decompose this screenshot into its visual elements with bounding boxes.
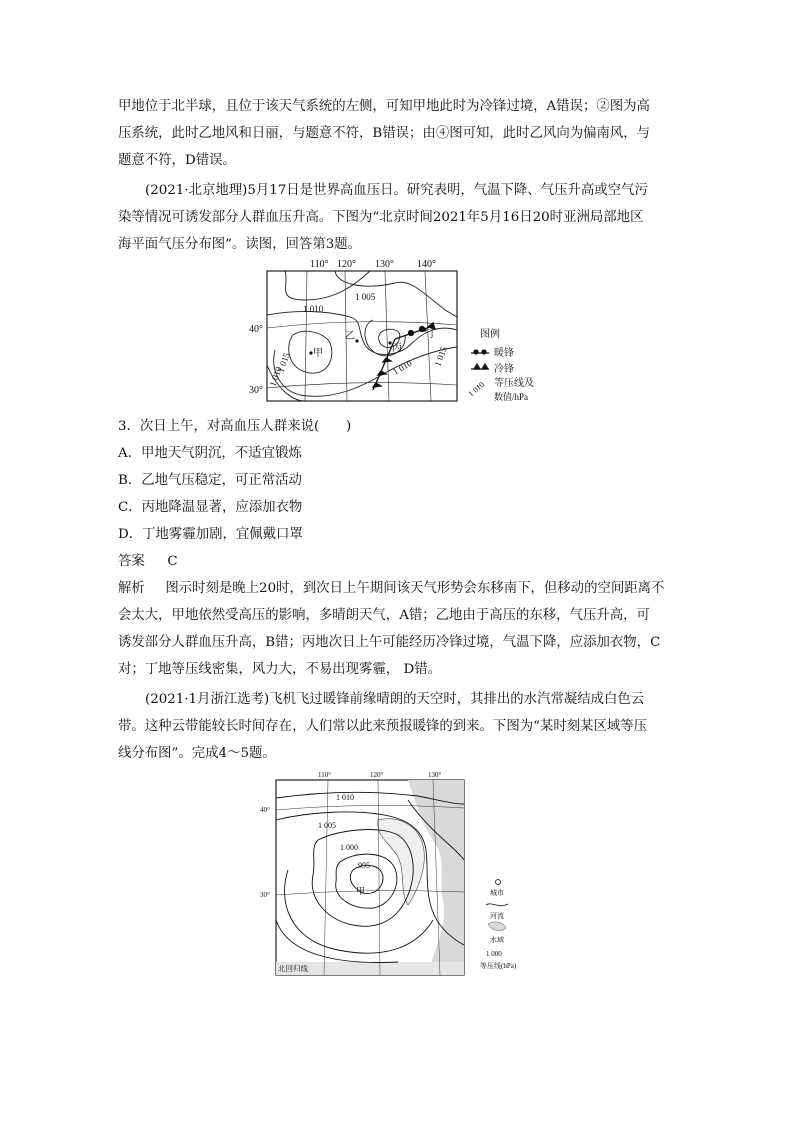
place-label: 丙 [392, 343, 402, 354]
text-line: (2021·北京地理)5月17日是世界高血压日。研究表明，气温下降、气压升高或空气污 [145, 183, 648, 198]
legend-isobar-sample: 1 010 [466, 380, 487, 399]
text-line: 甲地位于北半球，且位于该天气系统的左侧，可知甲地此时为冷锋过境，A错误；②图为高 [118, 99, 650, 114]
lon-label: 110° [318, 771, 332, 779]
text-line: 带。这种云带能较长时间存在，人们常以此来预报暖锋的到来。下图为“某时刻某区域等压 [118, 719, 648, 734]
lat-label: 40° [260, 806, 270, 814]
pressure-map-1 [245, 255, 535, 410]
analysis-text: 对；丁地等压线密集，风力大，不易出现雾霾， D错。 [118, 662, 441, 677]
place-label: 甲 [356, 886, 366, 896]
legend-title: 图例 [480, 329, 500, 340]
text-line: (2021·1月浙江选考)飞机飞过暖锋前缘晴朗的天空时，其排出的水汽常凝结成白色云 [145, 692, 645, 707]
lon-label: 140° [417, 259, 436, 270]
text-line: 染等情况可诱发部分人群血压升高。下图为“北京时间2021年5月16日20时亚洲局部地区 [118, 210, 644, 225]
text-line: 题意不符，D错误。 [118, 153, 236, 168]
text-line: 海平面气压分布图”。读图，回答第3题。 [118, 237, 362, 252]
legend-isobar: 等压线及 [494, 378, 534, 389]
isobar-label: 1 005 [355, 292, 376, 302]
isobar-label: 1 005 [318, 821, 336, 830]
place-label: 乙 [345, 331, 355, 342]
isobar-label: 1 015 [432, 345, 449, 368]
analysis-line [118, 575, 678, 602]
analysis-text: 图示时刻是晚上20时，到次日上午期间该天气形势会东移南下，但移动的空间距离不 [165, 581, 665, 596]
answer-line [118, 548, 678, 575]
isobar-label: 995 [358, 861, 370, 870]
option-d: D．丁地雾霾加剧，宜佩戴口罩 [118, 527, 303, 542]
text-line: 压系统，此时乙地风和日丽，与题意不符，B错误；由④图可知，此时乙风向为偏南风，与 [118, 126, 651, 141]
legend-isobar-sample: 1 000 [486, 950, 502, 958]
lon-label: 130° [428, 771, 442, 779]
legend-cold-front: 冷锋 [494, 364, 514, 375]
lon-label: 120° [370, 771, 384, 779]
analysis-label: 解析 [118, 581, 145, 596]
lat-label: 30° [260, 891, 270, 899]
text-line: 线分布图”。完成4～5题。 [118, 746, 276, 761]
isobar-label: 1 010 [267, 365, 284, 388]
question-stem: 3．次日上午，对高血压人群来说( ) [118, 419, 352, 434]
pressure-map-2 [258, 770, 528, 980]
lon-label: 120° [337, 259, 356, 270]
lon-label: 130° [375, 259, 394, 270]
lon-label: 110° [310, 259, 329, 270]
isobar-label: 1 000 [340, 843, 358, 852]
isobar-label: 1 010 [303, 304, 324, 314]
isobar-label: 1 015 [275, 351, 292, 374]
analysis-text: 会太大，甲地依然受高压的影响，多晴朗天气，A错；乙地由于高压的东移，气压升高，可 [118, 608, 650, 623]
place-label: 甲 [313, 348, 323, 359]
lat-label: 40° [249, 324, 263, 335]
lat-label: 30° [249, 385, 263, 396]
legend-city: 城市 [490, 889, 504, 897]
isobar-label: 1 010 [391, 357, 414, 377]
option-a: A．甲地天气阴沉，不适宜锻炼 [118, 446, 302, 461]
option-c: C．丙地降温显著，应添加衣物 [118, 500, 303, 515]
analysis-text: 诱发部分人群血压升高，B错；丙地次日上午可能经历冷锋过境，气温下降，应添加衣物，C [118, 635, 661, 650]
legend-isobar-unit: 数值/hPa [494, 392, 529, 402]
legend-water: 水域 [490, 936, 504, 944]
tropic-label: 北回归线 [278, 964, 308, 973]
isobar-label: 1 010 [336, 793, 354, 802]
option-b: B．乙地气压稳定，可正常活动 [118, 473, 302, 488]
legend-warm-front: 暖锋 [494, 348, 514, 359]
legend-isobar: 等压线(hPa) [480, 962, 517, 970]
legend-river: 河流 [490, 912, 504, 920]
place-label: 丁 [427, 329, 437, 340]
answer-label: 答案 [118, 554, 145, 569]
answer-value: C [167, 554, 178, 569]
